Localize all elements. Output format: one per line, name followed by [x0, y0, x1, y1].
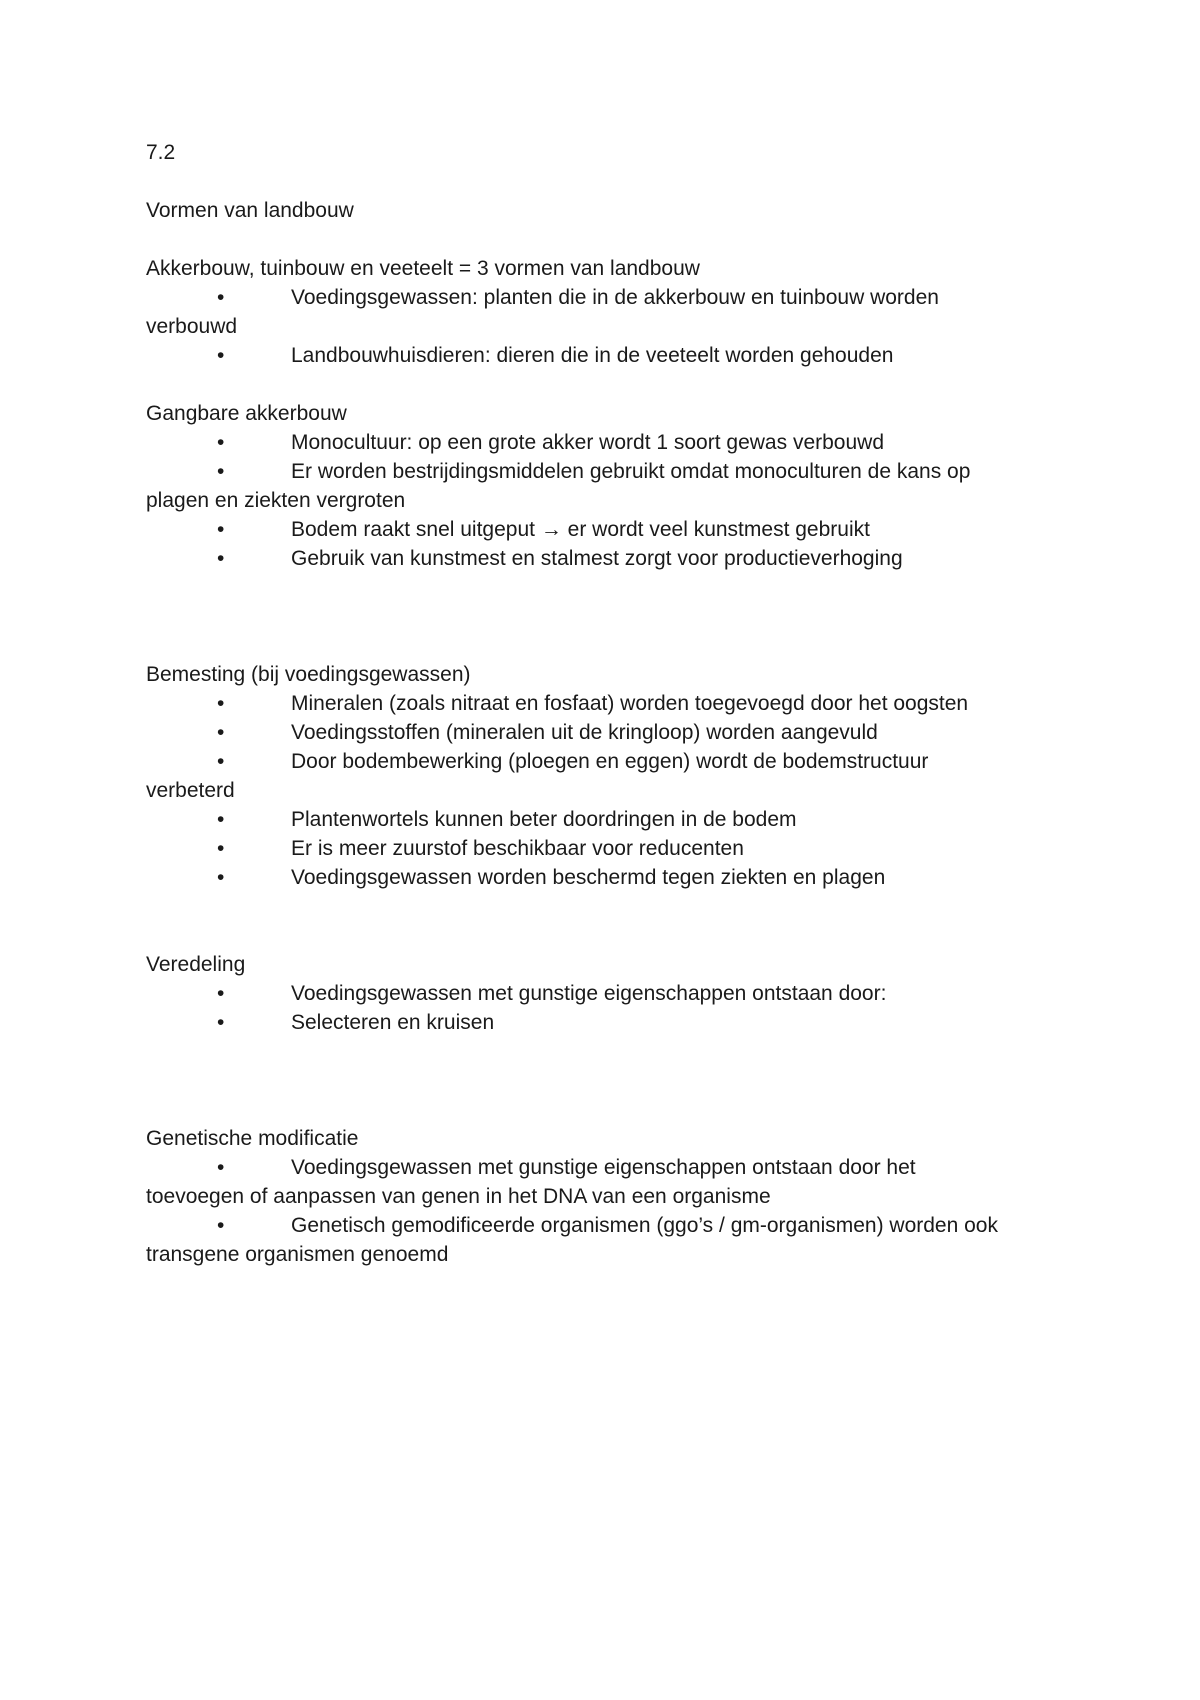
list-item [146, 428, 1066, 457]
list-item [146, 979, 1066, 1008]
bullet-continuation: plagen en ziekten vergroten [146, 489, 406, 512]
bullet-icon: • [217, 837, 225, 860]
bullet-text: Landbouwhuisdieren: dieren die in de veeteelt worden gehouden [291, 344, 894, 367]
list-item [146, 863, 1066, 892]
list-item [146, 747, 1066, 805]
list-item [146, 718, 1066, 747]
bullet-continuation: transgene organismen genoemd [146, 1243, 449, 1266]
bullet-icon: • [217, 1156, 225, 1179]
bullet-text: Door bodembewerking (ploegen en eggen) wordt de bodemstructuur [291, 750, 929, 773]
list-item [146, 805, 1066, 834]
section-heading-bemesting: Bemesting (bij voedingsgewassen) [146, 663, 471, 686]
list-item [146, 689, 1066, 718]
bullet-text: Mineralen (zoals nitraat en fosfaat) worden toegevoegd door het oogsten [291, 692, 969, 715]
list-item [146, 1211, 1066, 1269]
bullet-text: Plantenwortels kunnen beter doordringen in de bodem [291, 808, 797, 831]
list-item [146, 457, 1066, 515]
list-item [146, 283, 1066, 341]
bullet-text: Er is meer zuurstof beschikbaar voor reducenten [291, 837, 744, 860]
bullet-icon: • [217, 1214, 225, 1237]
section-heading-genetisch: Genetische modificatie [146, 1127, 359, 1150]
section-heading-veredeling: Veredeling [146, 953, 246, 976]
list-item [146, 1008, 1066, 1037]
bullet-icon: • [217, 808, 225, 831]
intro-line: Akkerbouw, tuinbouw en veeteelt = 3 vormen van landbouw [146, 257, 700, 280]
page-title: Vormen van landbouw [146, 199, 354, 222]
bullet-continuation: verbeterd [146, 779, 235, 802]
bullet-icon: • [217, 982, 225, 1005]
bullet-icon: • [217, 750, 225, 773]
list-item [146, 834, 1066, 863]
bullet-icon: • [217, 460, 225, 483]
bullet-icon: • [217, 547, 225, 570]
bullet-text: Gebruik van kunstmest en stalmest zorgt voor productieverhoging [291, 547, 903, 570]
bullet-icon: • [217, 721, 225, 744]
bullet-text: Voedingsgewassen worden beschermd tegen ziekten en plagen [291, 866, 886, 889]
bullet-text: Voedingsstoffen (mineralen uit de kringloop) worden aangevuld [291, 721, 878, 744]
list-item [146, 341, 1066, 370]
bullet-icon: • [217, 431, 225, 454]
bullet-text: Selecteren en kruisen [291, 1011, 495, 1034]
bullet-text: Voedingsgewassen: planten die in de akkerbouw en tuinbouw worden [291, 286, 939, 309]
bullet-continuation: verbouwd [146, 315, 238, 338]
bullet-text: Voedingsgewassen met gunstige eigenschappen ontstaan door: [291, 982, 887, 1005]
bullet-text: Genetisch gemodificeerde organismen (ggo’s / gm-organismen) worden ook [291, 1214, 998, 1237]
bullet-icon: • [217, 1011, 225, 1034]
bullet-icon: • [217, 692, 225, 715]
bullet-text: Er worden bestrijdingsmiddelen gebruikt omdat monoculturen de kans op [291, 460, 971, 483]
bullet-continuation: toevoegen of aanpassen van genen in het DNA van een organisme [146, 1185, 771, 1208]
list-item [146, 1153, 1066, 1211]
bullet-text: Monocultuur: op een grote akker wordt 1 soort gewas verbouwd [291, 431, 884, 454]
bullet-icon: • [217, 518, 225, 541]
list-item [146, 544, 1066, 573]
bullet-text: Voedingsgewassen met gunstige eigenschappen ontstaan door het [291, 1156, 916, 1179]
list-item [146, 515, 1066, 544]
document-page [146, 138, 1066, 1269]
section-number: 7.2 [146, 141, 176, 164]
section-heading-gangbare: Gangbare akkerbouw [146, 402, 347, 425]
bullet-icon: • [217, 286, 225, 309]
bullet-text: Bodem raakt snel uitgeput → er wordt veel kunstmest gebruikt [291, 518, 870, 541]
bullet-icon: • [217, 344, 225, 367]
bullet-icon: • [217, 866, 225, 889]
